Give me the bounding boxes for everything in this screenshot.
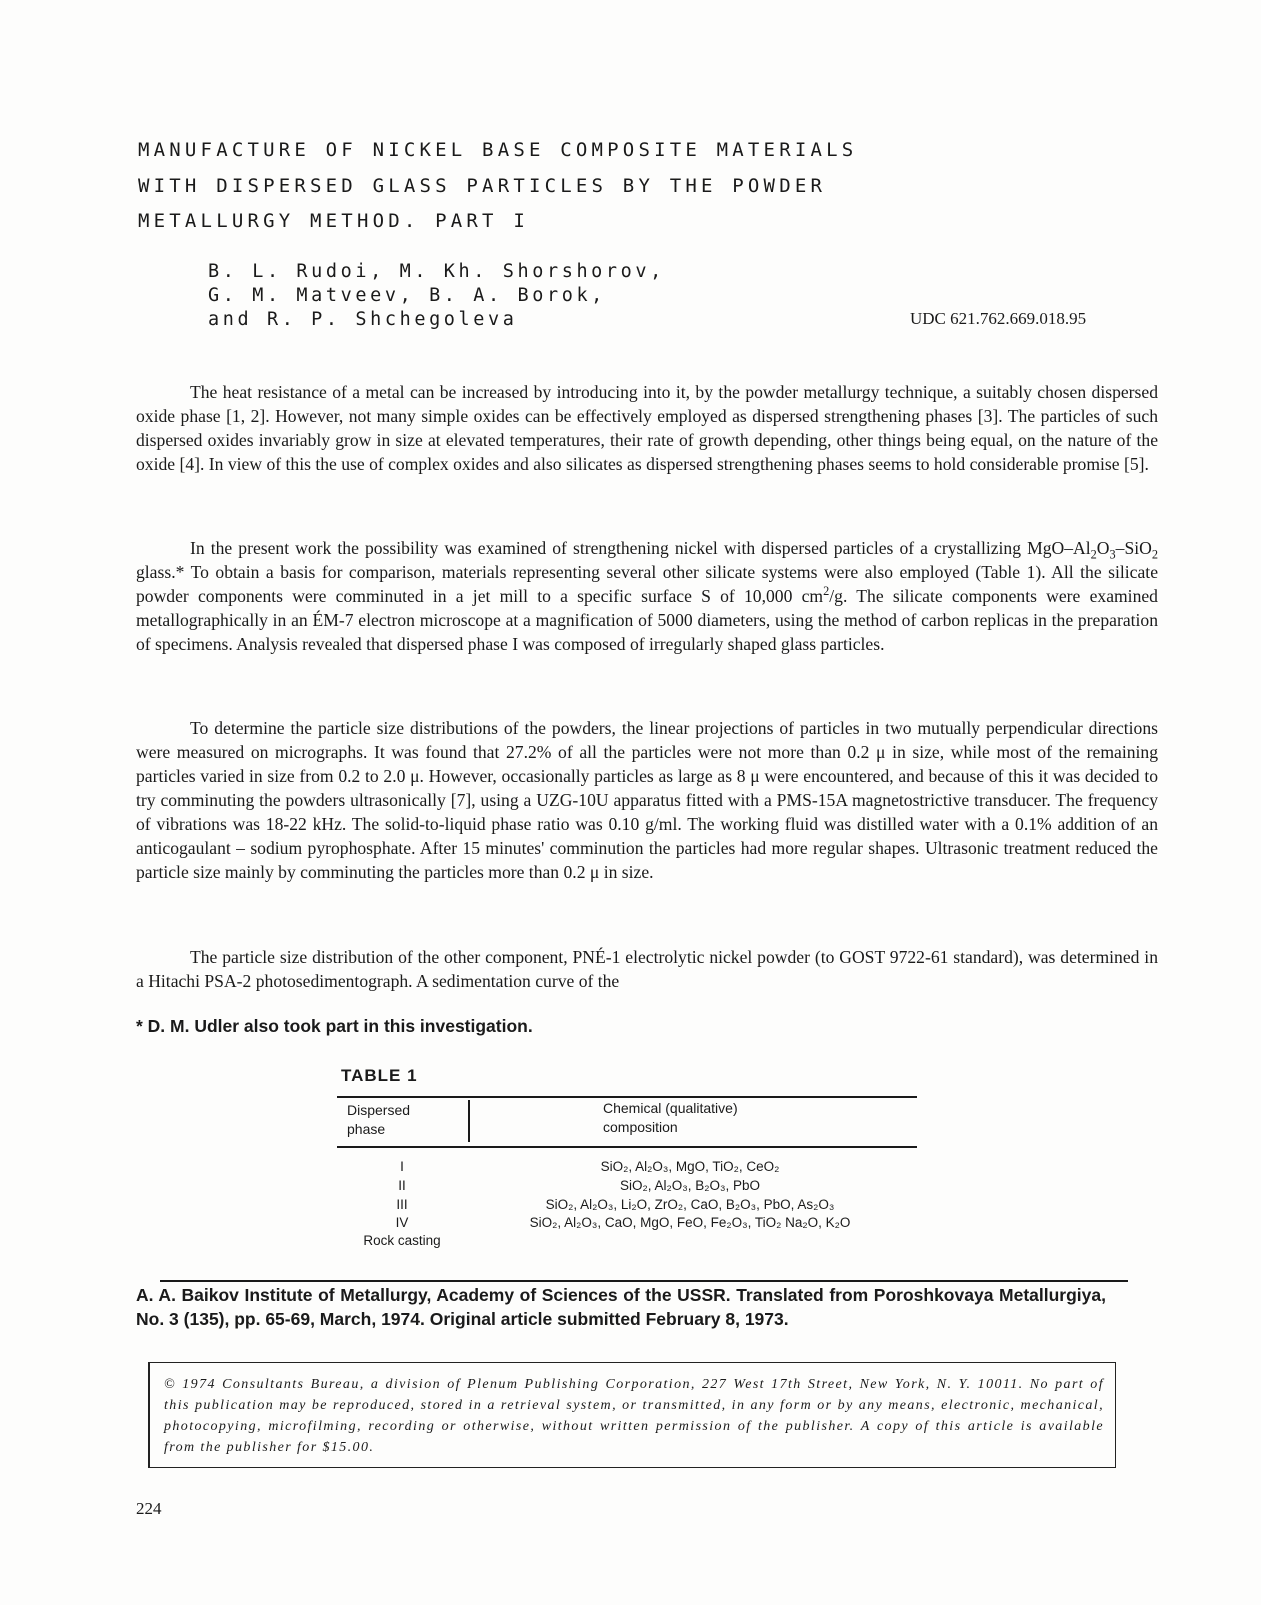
authors-line-2: G. M. Matveev, B. A. Borok, — [208, 285, 606, 306]
table-top-rule — [337, 1096, 917, 1098]
paragraph-1: The heat resistance of a metal can be increased by introducing into it, by the powder metallurgy technique, a suitably chosen dispersed oxide phase [1, 2]. However, not many simple oxides can be effectively employed as dispersed strengthening phases [3]. The particles of such dispersed oxides invariably grow in size at elevated temperatures, their rate of growth depending, other things being equal, on the nature of the oxide [4]. In view of this the use of complex oxides and also silicates as dispersed strengthening phases seems to hold considerable promise [5]. — [136, 382, 1158, 474]
table-header-rule — [337, 1146, 917, 1148]
table-title: TABLE 1 — [341, 1066, 418, 1085]
institution-rule — [160, 1280, 1128, 1282]
title-line-2: WITH DISPERSED GLASS PARTICLES BY THE POWDER — [138, 175, 827, 197]
table-header-composition: Chemical (qualitative) composition — [603, 1100, 738, 1135]
paragraph-4: The particle size distribution of the other component, PNÉ-1 electrolytic nickel powder (to GOST 9722-61 standard), was determined in a Hitachi PSA-2 photosedimentograph. A sedimentation curve of the — [136, 947, 1158, 991]
institution-note: A. A. Baikov Institute of Metallurgy, Academy of Sciences of the USSR. Translated from Poroshkovaya Metallurgiya, No. 3 (135), pp. 65-69, March, 1974. Original article submitted February 8, 1973. — [136, 1285, 1106, 1329]
paragraph-2: In the present work the possibility was examined of strengthening nickel with dispersed particles of a crystallizing MgO–$Al_2O_3-SiO_2$ glass.* To obtain a basis for comparison, materials representing several other silicate systems were also employed (Table 1). All the silicate powder components were comminuted in a jet mill to a specific surface S of 10,000 $cm^2/g$. The silicate components were examined metallographically in an ÉM-7 electron microscope at a magnification of 5000 diameters, using the method of carbon replicas in the preparation of specimens. Analysis revealed that dispersed phase I was composed of irregularly shaped glass particles. — [136, 538, 1158, 654]
table-header-phase: Dispersed phase — [347, 1102, 411, 1137]
authors-line-1: B. L. Rudoi, M. Kh. Shorshorov, — [208, 261, 665, 282]
title-line-3: METALLURGY METHOD. PART I — [138, 210, 529, 232]
authors-line-3: and R. P. Shchegoleva — [208, 309, 518, 330]
udc-code: UDC 621.762.669.018.95 — [910, 309, 1087, 328]
copyright-text: © 1974 Consultants Bureau, a division of Plenum Publishing Corporation, 227 West 17th Street, New York, N. Y. 10011. No part of this publication may be reproduced, stored in a retrieval system, or transmitted, in any form or by any means, electronic, mechanical, photocopying, microfilming, recording or otherwise, without written permission of the publisher. A copy of this article is available from the publisher for $15.00. — [164, 1377, 1104, 1455]
title-line-1: MANUFACTURE OF NICKEL BASE COMPOSITE MATERIALS — [138, 139, 858, 161]
paragraph-3: To determine the particle size distributions of the powders, the linear projections of particles in two mutually perpendicular directions were measured on micrographs. It was found that 27.2% of all the particles were not more than 0.2 μ in size, while most of the remaining particles varied in size from 0.2 to 2.0 μ. However, occasionally particles as large as 8 μ were encountered, and because of this it was decided to try comminuting the powders ultrasonically [7], using a UZG-10U apparatus fitted with a PMS-15A magnetostrictive transducer. The frequency of vibrations was 18-22 kHz. The solid-to-liquid phase ratio was 0.10 g/ml. The working fluid was distilled water with a 0.1% addition of an anticogaulant – sodium pyrophosphate. After 15 minutes' comminution the particles had more regular shapes. Ultrasonic treatment reduced the particle size mainly by comminuting the particles more than 0.2 μ in size. — [136, 718, 1158, 882]
table-column-divider — [468, 1100, 470, 1142]
footnote: * D. M. Udler also took part in this investigation. — [136, 1016, 533, 1036]
page-number: 224 — [136, 1499, 162, 1518]
